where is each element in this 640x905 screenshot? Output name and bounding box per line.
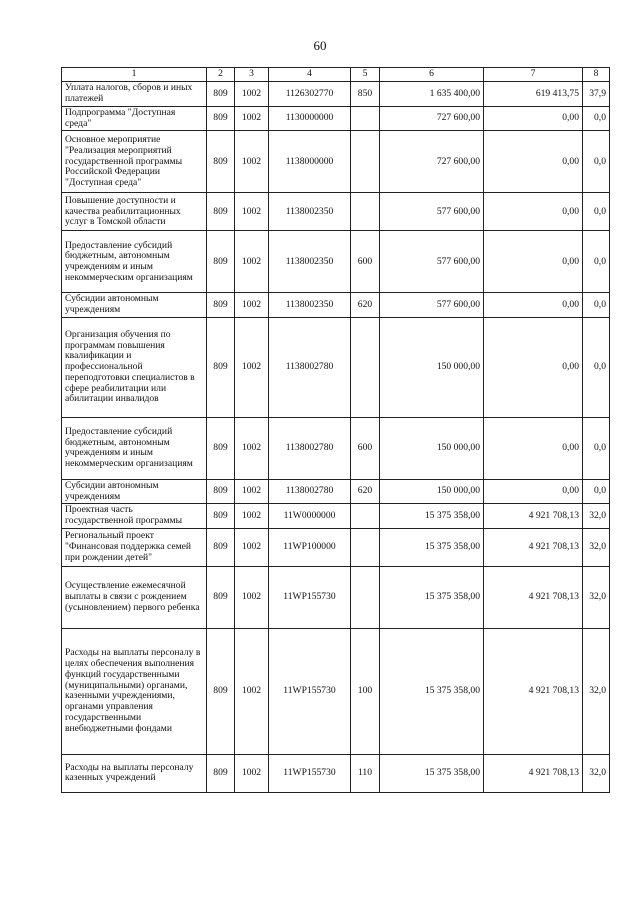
- cell-col4: 11W0000000: [269, 504, 351, 528]
- cell-col2: 809: [207, 231, 235, 293]
- cell-col2: 809: [207, 107, 235, 131]
- table-row: [62, 417, 610, 479]
- table-row: [62, 528, 610, 566]
- cell-col2: 809: [207, 193, 235, 231]
- cell-name: Основное мероприятие "Реализация мероприятий государственной программы Российской Федерации "Доступная среда": [62, 131, 207, 193]
- cell-col4: 11WP155730: [269, 754, 351, 792]
- cell-col5: [351, 504, 380, 528]
- cell-col8: 0,0: [583, 293, 610, 317]
- cell-col8: 0,0: [583, 231, 610, 293]
- header-cell: 6: [380, 68, 484, 82]
- cell-col8: 32,0: [583, 566, 610, 628]
- cell-col5: 620: [351, 479, 380, 503]
- cell-col7: 0,00: [484, 107, 583, 131]
- cell-name: Осуществление ежемесячной выплаты в связи с рождением (усыновлением) первого ребенка: [62, 566, 207, 628]
- cell-col8: 0,0: [583, 317, 610, 417]
- cell-col4: 1138002780: [269, 417, 351, 479]
- cell-col2: 809: [207, 293, 235, 317]
- cell-col2: 809: [207, 417, 235, 479]
- cell-col6: 150 000,00: [380, 417, 484, 479]
- cell-col5: [351, 317, 380, 417]
- cell-col6: 15 375 358,00: [380, 566, 484, 628]
- table-row: [62, 317, 610, 417]
- cell-col4: 11WP155730: [269, 566, 351, 628]
- cell-col2: 809: [207, 82, 235, 107]
- cell-col8: 0,0: [583, 417, 610, 479]
- cell-col2: 809: [207, 528, 235, 566]
- cell-col8: 0,0: [583, 479, 610, 503]
- cell-col7: 0,00: [484, 317, 583, 417]
- cell-name: Региональный проект "Финансовая поддержка семей при рождении детей": [62, 528, 207, 566]
- cell-col4: 11WP100000: [269, 528, 351, 566]
- cell-col5: 600: [351, 231, 380, 293]
- cell-name: Организация обучения по программам повышения квалификации и профессиональной переподготовки специалистов в сфере реабилитации или абилитации инвалидов: [62, 317, 207, 417]
- cell-col3: 1002: [235, 504, 269, 528]
- cell-name: Повышение доступности и качества реабилитационных услуг в Томской области: [62, 193, 207, 231]
- cell-name: Субсидии автономным учреждениям: [62, 479, 207, 503]
- cell-col4: 1126302770: [269, 82, 351, 107]
- cell-col6: 150 000,00: [380, 479, 484, 503]
- table-row: [62, 82, 610, 107]
- cell-col3: 1002: [235, 754, 269, 792]
- cell-col4: 1138002350: [269, 231, 351, 293]
- cell-col4: 1138002780: [269, 317, 351, 417]
- table-row: [62, 479, 610, 503]
- cell-col7: 4 921 708,13: [484, 504, 583, 528]
- cell-col8: 0,0: [583, 193, 610, 231]
- cell-col7: 0,00: [484, 131, 583, 193]
- table-row: [62, 131, 610, 193]
- cell-col5: [351, 566, 380, 628]
- cell-name: Предоставление субсидий бюджетным, автономным учреждениям и иным некоммерческим организациям: [62, 231, 207, 293]
- cell-col4: 1138000000: [269, 131, 351, 193]
- cell-col2: 809: [207, 317, 235, 417]
- cell-col6: 15 375 358,00: [380, 528, 484, 566]
- budget-table: [61, 67, 610, 793]
- cell-col5: [351, 131, 380, 193]
- cell-col3: 1002: [235, 193, 269, 231]
- cell-col2: 809: [207, 566, 235, 628]
- cell-col5: 100: [351, 628, 380, 754]
- cell-col5: 600: [351, 417, 380, 479]
- header-cell: 1: [62, 68, 207, 82]
- table-row: [62, 628, 610, 754]
- cell-col6: 577 600,00: [380, 193, 484, 231]
- cell-col3: 1002: [235, 479, 269, 503]
- cell-col4: 1138002350: [269, 193, 351, 231]
- cell-col7: 0,00: [484, 479, 583, 503]
- cell-name: Расходы на выплаты персоналу в целях обеспечения выполнения функций государственными (муниципальными) органами, казенными учреждениями, органами управления государственными внебюджетными фондами: [62, 628, 207, 754]
- cell-col3: 1002: [235, 82, 269, 107]
- cell-col2: 809: [207, 754, 235, 792]
- cell-col2: 809: [207, 131, 235, 193]
- table-row: [62, 566, 610, 628]
- cell-col6: 577 600,00: [380, 293, 484, 317]
- cell-col7: 619 413,75: [484, 82, 583, 107]
- cell-col6: 15 375 358,00: [380, 754, 484, 792]
- cell-col3: 1002: [235, 131, 269, 193]
- cell-col7: 0,00: [484, 417, 583, 479]
- cell-col3: 1002: [235, 107, 269, 131]
- cell-col3: 1002: [235, 566, 269, 628]
- cell-col3: 1002: [235, 417, 269, 479]
- cell-col3: 1002: [235, 528, 269, 566]
- cell-col8: 32,0: [583, 528, 610, 566]
- cell-col6: 15 375 358,00: [380, 504, 484, 528]
- cell-col3: 1002: [235, 293, 269, 317]
- cell-col8: 0,0: [583, 131, 610, 193]
- page-number: 60: [313, 38, 327, 53]
- cell-col4: 1138002350: [269, 293, 351, 317]
- cell-col7: 4 921 708,13: [484, 528, 583, 566]
- header-cell: 7: [484, 68, 583, 82]
- cell-col2: 809: [207, 504, 235, 528]
- header-cell: 5: [351, 68, 380, 82]
- cell-col7: 0,00: [484, 231, 583, 293]
- cell-col5: 620: [351, 293, 380, 317]
- cell-col2: 809: [207, 479, 235, 503]
- table-row: [62, 754, 610, 792]
- cell-name: Субсидии автономным учреждениям: [62, 293, 207, 317]
- cell-name: Подпрограмма "Доступная среда": [62, 107, 207, 131]
- cell-col8: 32,0: [583, 504, 610, 528]
- cell-col6: 1 635 400,00: [380, 82, 484, 107]
- cell-col4: 1138002780: [269, 479, 351, 503]
- table-row: [62, 107, 610, 131]
- cell-col6: 15 375 358,00: [380, 628, 484, 754]
- table-row: [62, 293, 610, 317]
- header-cell: 3: [235, 68, 269, 82]
- table-row: [62, 231, 610, 293]
- cell-col5: 110: [351, 754, 380, 792]
- cell-name: Предоставление субсидий бюджетным, автономным учреждениям и иным некоммерческим организациям: [62, 417, 207, 479]
- table-row: [62, 504, 610, 528]
- header-cell: 4: [269, 68, 351, 82]
- cell-col8: 32,0: [583, 628, 610, 754]
- cell-col7: 4 921 708,13: [484, 628, 583, 754]
- cell-name: Расходы на выплаты персоналу казенных учреждений: [62, 754, 207, 792]
- cell-col7: 0,00: [484, 193, 583, 231]
- cell-col5: [351, 528, 380, 566]
- header-cell: 8: [583, 68, 610, 82]
- cell-col4: 11WP155730: [269, 628, 351, 754]
- cell-col2: 809: [207, 628, 235, 754]
- header-row: [62, 68, 610, 82]
- cell-col8: 37,9: [583, 82, 610, 107]
- cell-col4: 1130000000: [269, 107, 351, 131]
- cell-col6: 577 600,00: [380, 231, 484, 293]
- cell-col5: 850: [351, 82, 380, 107]
- cell-col6: 727 600,00: [380, 131, 484, 193]
- cell-col7: 0,00: [484, 293, 583, 317]
- header-cell: 2: [207, 68, 235, 82]
- cell-name: Проектная часть государственной программы: [62, 504, 207, 528]
- table-row: [62, 193, 610, 231]
- cell-col3: 1002: [235, 317, 269, 417]
- cell-col8: 32,0: [583, 754, 610, 792]
- cell-col7: 4 921 708,13: [484, 566, 583, 628]
- cell-col8: 0,0: [583, 107, 610, 131]
- cell-col5: [351, 107, 380, 131]
- cell-col7: 4 921 708,13: [484, 754, 583, 792]
- cell-col3: 1002: [235, 628, 269, 754]
- cell-name: Уплата налогов, сборов и иных платежей: [62, 82, 207, 107]
- cell-col5: [351, 193, 380, 231]
- cell-col3: 1002: [235, 231, 269, 293]
- cell-col6: 150 000,00: [380, 317, 484, 417]
- cell-col6: 727 600,00: [380, 107, 484, 131]
